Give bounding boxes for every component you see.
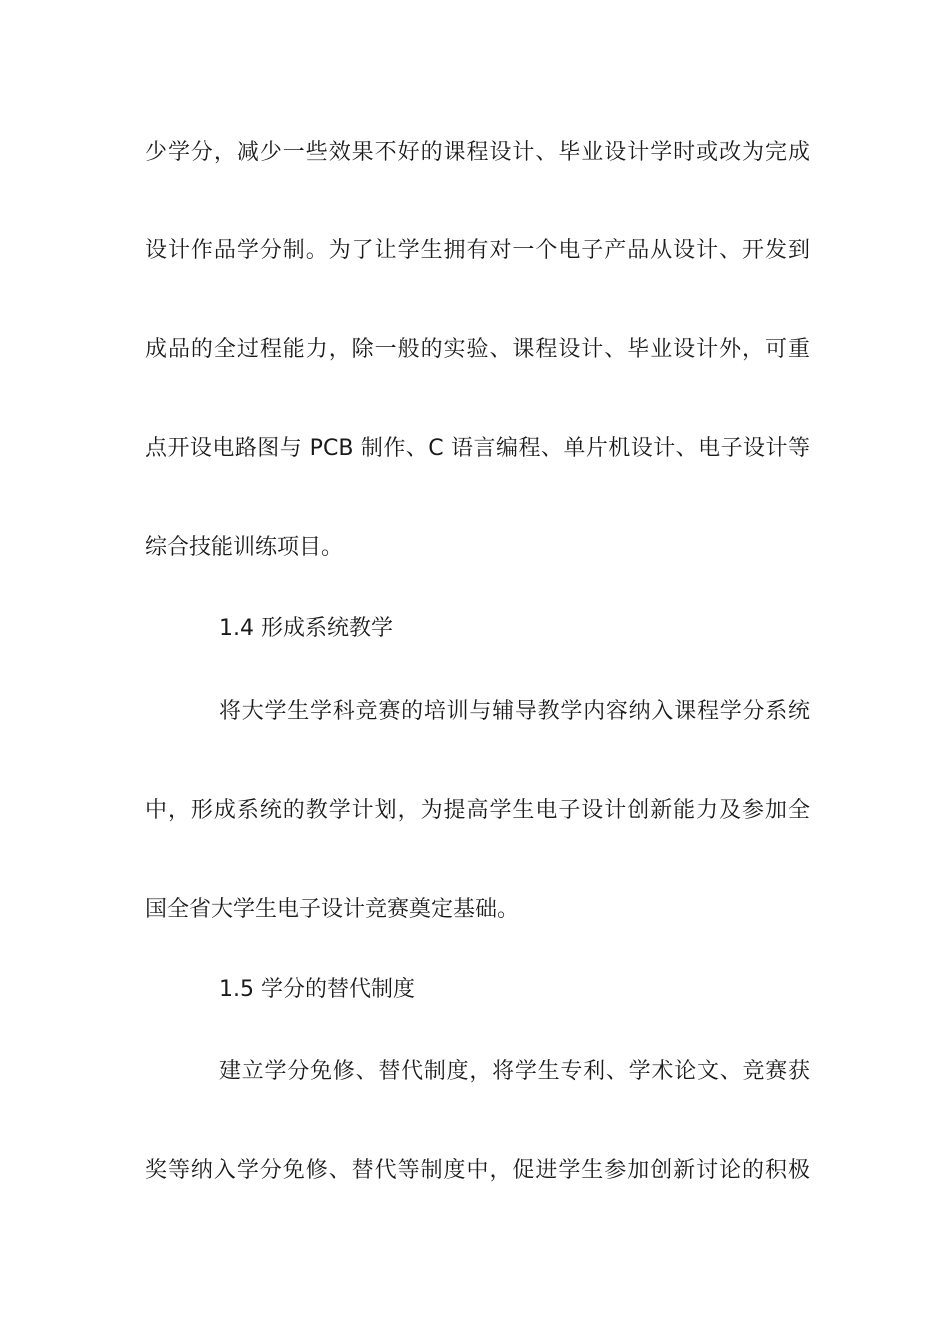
paragraph-line: 综合技能训练项目。 — [145, 535, 344, 560]
paragraph-line: 奖等纳入学分免修、替代等制度中，促进学生参加创新讨论的积极 — [145, 1158, 810, 1183]
paragraph-line: 国全省大学生电子设计竞赛奠定基础。 — [145, 897, 520, 922]
paragraph-line: 点开设电路图与 PCB 制作、C 语言编程、单片机设计、电子设计等 — [145, 436, 810, 461]
section-heading-1-5: 1.5 学分的替代制度 — [219, 977, 415, 1002]
paragraph-line: 中，形成系统的教学计划，为提高学生电子设计创新能力及参加全 — [145, 798, 810, 823]
paragraph-line: 设计作品学分制。为了让学生拥有对一个电子产品从设计、开发到 — [145, 238, 810, 263]
paragraph-line: 建立学分免修、替代制度，将学生专利、学术论文、竞赛获 — [219, 1059, 810, 1084]
paragraph-line: 少学分，减少一些效果不好的课程设计、毕业设计学时或改为完成 — [145, 140, 810, 165]
paragraph-line: 成品的全过程能力，除一般的实验、课程设计、毕业设计外，可重 — [145, 337, 810, 362]
paragraph-line: 将大学生学科竞赛的培训与辅导教学内容纳入课程学分系统 — [219, 699, 810, 724]
section-heading-1-4: 1.4 形成系统教学 — [219, 616, 393, 641]
